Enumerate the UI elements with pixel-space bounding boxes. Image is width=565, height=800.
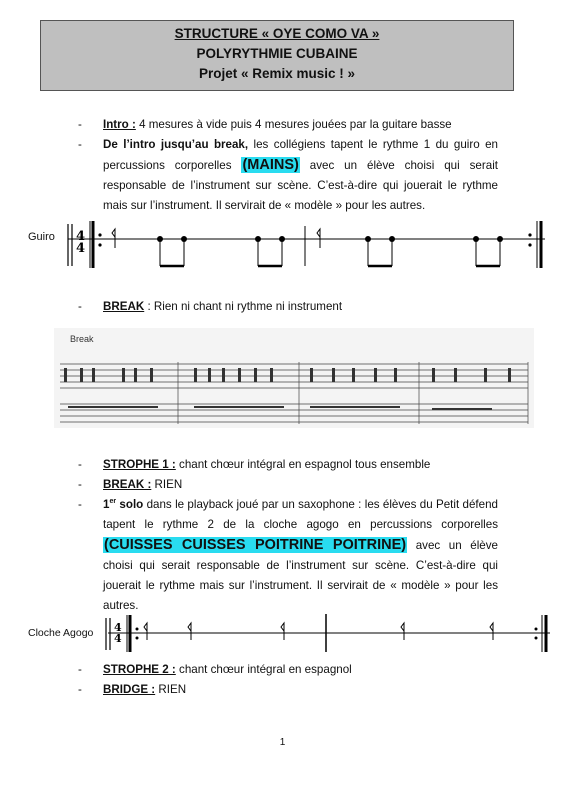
highlight-cuisses: (CUISSES CUISSES POITRINE POITRINE) xyxy=(104,537,407,553)
strophe1-label: STROPHE 1 : xyxy=(103,458,176,471)
bullet-dash: - xyxy=(78,663,82,676)
list-item-break-intro xyxy=(78,135,498,216)
break2-label: BREAK : xyxy=(103,478,152,491)
bullet-dash: - xyxy=(78,300,82,313)
solo-text-1: dans le playback joué par un saxophone : les élèves du Petit défend tapent le rythme 2 de la cloche agogo en percussions corporelles xyxy=(103,498,498,531)
title-line-1: STRUCTURE « OYE COMO VA » xyxy=(174,26,380,41)
intro-label: Intro : xyxy=(103,118,136,131)
strophe1-text: chant chœur intégral en espagnol tous ensemble xyxy=(175,458,431,471)
list-item-strophe-1 xyxy=(78,455,498,475)
break2-text: RIEN xyxy=(151,478,183,491)
list-section-1 xyxy=(78,115,498,216)
break-score-label: Break xyxy=(70,334,94,344)
list-section-3 xyxy=(78,455,498,616)
bridge-label: BRIDGE : xyxy=(103,683,156,696)
bullet-dash: - xyxy=(78,498,82,511)
staff-label-cloche: Cloche Agogo xyxy=(28,627,94,639)
time-sig-top: 4 xyxy=(114,621,122,634)
bullet-dash: - xyxy=(78,138,82,151)
highlight-mains: (MAINS) xyxy=(242,157,299,173)
list-item-strophe-2 xyxy=(78,660,498,680)
list-item-bridge xyxy=(78,680,498,700)
break-intro-label: De l’intro jusqu’au break, xyxy=(103,138,249,151)
title-line-3: Projet « Remix music ! » xyxy=(198,66,356,81)
bridge-text: RIEN xyxy=(155,683,187,696)
list-item-break xyxy=(78,297,498,317)
solo-number: 1 xyxy=(103,498,110,511)
title-box xyxy=(40,20,514,91)
staff-label-guiro: Guiro xyxy=(28,231,55,243)
strophe2-text: chant chœur intégral en espagnol xyxy=(175,663,352,676)
solo-text-2: avec un élève choisi qui serait responsable de l’instrument sur scène. C’est-à-dire qui jouerait le rythme mais sur l’instrument. Il servirait de « modèle » pour les autres. xyxy=(103,539,498,612)
bullet-dash: - xyxy=(78,118,82,131)
list-item-solo xyxy=(78,495,498,616)
list-item-intro xyxy=(78,115,498,135)
guiro-staff xyxy=(60,216,550,271)
intro-text: 4 mesures à vide puis 4 mesures jouées par la guitare basse xyxy=(135,118,452,131)
bullet-dash: - xyxy=(78,458,82,471)
solo-bold: solo xyxy=(116,498,144,511)
break-intro-text-1: les collégiens tapent le rythme 1 du guiro en percussions corporelles xyxy=(103,138,498,172)
list-section-2 xyxy=(78,297,498,317)
list-item-break-2 xyxy=(78,475,498,495)
strophe2-label: STROPHE 2 : xyxy=(103,663,176,676)
break-score-image xyxy=(54,328,534,428)
time-sig-bottom: 4 xyxy=(76,241,86,256)
bullet-dash: - xyxy=(78,478,82,491)
break-text: : Rien ni chant ni rythme ni instrument xyxy=(144,300,343,313)
break-label: BREAK xyxy=(103,300,145,313)
time-sig-top: 4 xyxy=(76,229,86,244)
title-line-2: POLYRYTHMIE CUBAINE xyxy=(196,46,358,61)
time-sig-bottom: 4 xyxy=(114,632,122,645)
page-number: 1 xyxy=(279,737,286,748)
list-section-4 xyxy=(78,660,498,700)
break-intro-text-2: avec un élève choisi qui serait responsable de l’instrument sur scène. C’est-à-dire qui jouerait le rythme mais sur l’instrument. Il servirait de « modèle » pour les autres. xyxy=(103,159,498,212)
solo-sup: er xyxy=(109,498,117,506)
cloche-staff xyxy=(100,610,555,656)
bullet-dash: - xyxy=(78,683,82,696)
